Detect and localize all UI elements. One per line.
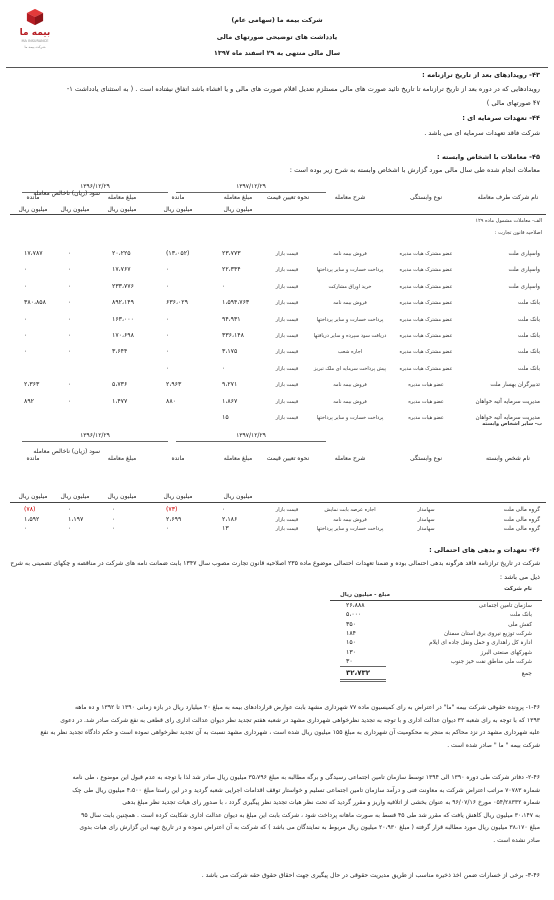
row-profit96: ۰ <box>68 332 72 339</box>
row-relation: عضو مشترک هیات مدیره <box>399 316 453 323</box>
row-amt96: ۰ <box>112 506 116 513</box>
row-profit96: ۱،۱۹۷ <box>68 515 84 523</box>
row-bal: ۰ <box>166 266 170 274</box>
row-bal: ۰ <box>166 315 170 323</box>
row-party: واسپاری ملت <box>508 251 540 257</box>
t2-unit-bal: میلیون ریال <box>163 493 193 500</box>
t2-year96-rule <box>22 441 168 442</box>
t2-unit-amt: میلیون ریال <box>223 493 253 500</box>
note43-line2: ۴۷ صورتهای مالی ) <box>486 99 540 107</box>
row-method: قیمت بازار <box>275 415 299 421</box>
row-amt: ۲،۱۸۶ <box>222 515 238 523</box>
row-method: قیمت بازار <box>275 283 299 290</box>
row-amt96: ۵،۷۳۶ <box>112 381 128 389</box>
row-bal96: ۰ <box>24 525 28 532</box>
row-bal96: ۰ <box>24 348 28 356</box>
row-party: بانک ملت <box>518 333 540 339</box>
row-party: مدیریت سرمایه آتیه خواهان <box>475 398 540 405</box>
row-bal: (۷۳) <box>166 506 178 513</box>
row-method: قیمت بازار <box>275 507 299 513</box>
t2-unit-bal96: میلیون ریال <box>18 493 48 500</box>
paragraph-line: شماره ۰۵۴/۲۸۳۳۲ مورخ ۹۶/۰۷/۱۶ به عنوان بخشی از اتلافیه واریز و مقرر گردید که تحت نظر هیات تجدید نظر پیگیری گردد ، با صدور رای هیات تجدید نظر مبلغ بدهی <box>122 799 540 807</box>
paragraph-line: ۱۳۹۳ که با توجه به رای شعبه ۳۲ دیوان عدالت اداری و با توجه به تجدید نظرخواهی شهرداری مشهد در شعبه هفتم تجدید نظر دیوان عدالت اداری رای قطعی به نفع شرکت صادر شد. در دعوی <box>60 716 540 724</box>
t2-h-amt96: مبلغ معامله <box>107 455 137 462</box>
row-amt96: ۲۰،۲۲۵ <box>112 250 131 257</box>
row-party: بانک ملت <box>518 349 540 356</box>
row-amt: ۰ <box>222 282 226 290</box>
guar-row-amt: ۵،۰۰۰ <box>346 611 362 619</box>
row-relation: عضو مشترک هیات مدیره <box>399 300 453 307</box>
guar-total-double1 <box>340 679 386 680</box>
note45-title: ۴۵- معاملات با اشخاص وابسته : <box>437 153 540 161</box>
row-amt: ۹۴،۹۳۱ <box>222 315 241 323</box>
row-method: قیمت بازار <box>275 316 299 323</box>
guar-row-amt: ۱۸۴ <box>346 629 356 637</box>
t2-h-party: نام شخص وابسته <box>486 455 530 462</box>
row-description: فروش بیمه نامه <box>333 398 367 405</box>
row-bal96: ۱۷،۷۸۷ <box>24 250 43 257</box>
row-party: بانک ملت <box>518 300 540 307</box>
row-description: اجاره عرصه بابت نمایش <box>324 507 376 513</box>
row-method: قیمت بازار <box>275 251 299 257</box>
guar-h-amt: مبلغ - میلیون ریال <box>340 592 391 598</box>
t2-header-rule <box>10 502 546 503</box>
guar-total: ۳۲،۷۳۲ <box>346 669 371 677</box>
row-bal: ۲،۶۹۹ <box>166 515 182 523</box>
row-method: قیمت بازار <box>275 526 299 532</box>
t1-unit-bal: میلیون ریال <box>163 206 193 213</box>
t2-unit-amt96: میلیون ریال <box>107 493 137 500</box>
row-profit96: ۰ <box>68 506 72 513</box>
guar-total-double2 <box>340 681 386 682</box>
paragraph-line: شماره ۷۰۷۸۳ مراتب اعتراض شرکت به معاونت فنی و درآمد سازمان تامین اجتماعی تسلیم و خواستار توقف اقدامات اجرایی شعبه گردید و در این راستا مبلغ ۴،۵۰۰ میلیون ریال طی چک <box>72 786 540 794</box>
row-party: گروه مالی ملت <box>503 507 540 513</box>
row-bal96: ۰ <box>24 266 28 274</box>
t2-h-profit: سود (زیان) ناخالص معامله <box>33 448 100 455</box>
t1-h-bal96: مانده <box>26 194 40 201</box>
paragraph-line: شرکت بیمه " ما " صادر شده است . <box>447 741 540 749</box>
guar-header-rule <box>330 600 542 601</box>
t1-h-party: نام شرکت طرف معامله <box>477 194 539 201</box>
t1-h-rel: نوع وابستگی <box>410 194 442 201</box>
guar-row-amt: ۱۳۰ <box>346 648 356 656</box>
paragraph-line: به ۳۰،۱۴۷ میلیون ریال کاهش یافت که مقرر شد طی ۴۵ قسط به صورت ماهانه پرداخت شود ، شرکت بابت این مبلغ به دیوان عدالت اداری شکایت کرده است . همچنین بابت سال ۹۵ <box>81 811 540 819</box>
row-bal: ۸۸۰ <box>166 397 176 405</box>
row-amt: ۲۳،۷۷۳ <box>222 250 241 257</box>
row-amt96: ۱۷،۷۶۷ <box>112 266 131 274</box>
row-relation: عضو هیات مدیره <box>408 398 444 405</box>
t2-h-method: نحوه تعیین قیمت <box>266 455 310 462</box>
row-description: پرداخت خسارت و سایر پرداختها <box>316 415 384 421</box>
note44-text: شرکت فاقد تعهدات سرمایه ای می باشد . <box>424 129 540 137</box>
row-method: قیمت بازار <box>275 382 299 389</box>
row-amt: ۲۲،۳۴۴ <box>222 266 241 274</box>
t2-h-amt: مبلغ معامله <box>223 455 253 462</box>
row-amt96: ۱۶۳،۰۰۰ <box>112 315 134 323</box>
guar-total-label: جمع <box>521 670 532 677</box>
header-title: یادداشت های توضیحی صورتهای مالی <box>216 33 338 41</box>
row-amt: ۹،۲۷۱ <box>222 381 238 389</box>
row-description: پیش پرداخت سرمایه ای ملک تبریز <box>313 365 387 372</box>
t2-h-bal96: مانده <box>26 455 40 462</box>
row-bal96: ۰ <box>24 282 28 290</box>
row-bal: ۰ <box>166 525 170 532</box>
note43-line1: رویدادهایی که در دوره بعد از تاریخ ترازنامه تا تاریخ تائید صورت های مالی مستلزم تعدیل اقلام صورت های مالی و یا افشاء باشد اتفاق نیفتاده است . ( به استثنای یادداشت ۱- <box>66 85 540 93</box>
row-bal: ۰ <box>166 332 170 339</box>
t1-h-method: نحوه تعیین قیمت <box>266 194 310 201</box>
row-amt96: ۱،۴۷۷ <box>112 397 128 405</box>
row-amt: ۱،۵۹۴،۷۶۳ <box>222 299 250 307</box>
row-relation: عضو مشترک هیات مدیره <box>399 251 453 257</box>
t1-unit-profit: میلیون ریال <box>60 206 90 213</box>
row-amt: ۳۳۶،۱۴۸ <box>222 332 244 339</box>
header-rule <box>6 67 548 68</box>
row-relation: عضو مشترک هیات مدیره <box>399 283 453 290</box>
row-party: بانک ملت <box>518 365 540 372</box>
row-party: گروه مالی ملت <box>503 516 540 523</box>
row-bal96: ۳۸۰،۸۵۸ <box>24 299 46 307</box>
row-relation: عضو هیات مدیره <box>408 382 444 389</box>
row-method: قیمت بازار <box>275 267 299 274</box>
guar-h-name: نام شرکت <box>504 586 532 592</box>
guar-row-name: شرکت توزیع نیروی برق استان سمنان <box>443 630 532 637</box>
t2-year96: ۱۳۹۶/۱۲/۲۹ <box>80 432 110 439</box>
guar-row-name: سازمان تامین اجتماعی <box>478 603 532 609</box>
note44-title: ۴۴- تعهدات سرمایه ای : <box>462 114 540 122</box>
row-amt96: ۸۹۲،۱۴۹ <box>112 299 134 307</box>
t1-h-amt: مبلغ معامله <box>223 194 253 201</box>
t1-section-b: ب- سایر اشخاص وابسته <box>482 421 542 427</box>
paragraph-line: ۱-۴۶- پرونده حقوقی شرکت بیمه "ما" در اعتراض به رای کمیسیون ماده ۷۷ شهرداری مشهد بابت عوارض قراردادهای بیمه به مبلغ ۲۰ میلیارد ریال در بازه زمانی ۱۳۹۰ تا ۱۳۹۲ و ده ماهه <box>74 704 540 711</box>
row-amt: ۱،۸۶۷ <box>222 397 238 405</box>
row-amt: ۱۵ <box>222 414 229 421</box>
paragraph-line: علیه شهرداری مشهد در نزد محاکم به منجر به محکومیت آن شهرداری به مبلغ ۱۵۵ میلیون ریال شده است ، شهرداری مشهد نسبت به آن تجدید نظرخواهی نموده است و حکم دادگاه تجدید نظر به نفع <box>40 729 540 737</box>
row-bal: ۰ <box>166 364 170 372</box>
t1-year97-rule <box>176 192 326 193</box>
row-relation: عضو مشترک هیات مدیره <box>399 267 453 274</box>
guar-row-amt: ۱۵۰ <box>346 639 356 647</box>
row-bal96: ۰ <box>24 332 28 339</box>
row-bal96: ۲،۳۶۳ <box>24 381 40 389</box>
header-period: سال مالی منتهی به ۲۹ اسفند ماه ۱۳۹۷ <box>213 49 341 57</box>
t1-header-rule <box>10 214 546 215</box>
note46-title: ۴۶- تعهدات و بدهی های احتمالی : <box>429 546 540 554</box>
row-profit96: ۰ <box>68 299 72 307</box>
row-amt: ۳،۱۷۵ <box>222 348 238 356</box>
row-amt: ۰ <box>222 506 226 513</box>
row-amt96: ۳،۶۴۴ <box>112 348 128 356</box>
t1-h-bal: مانده <box>171 194 185 201</box>
row-amt: ۱۳ <box>222 525 229 532</box>
note45-intro: معاملات انجام شده طی سال مالی مورد گزارش با اشخاص وابسته به شرح زیر بوده است : <box>289 166 540 174</box>
row-amt96: ۰ <box>112 525 116 532</box>
t1-year96: ۱۳۹۶/۱۲/۲۹ <box>80 183 110 190</box>
t2-h-bal: مانده <box>171 455 185 462</box>
row-profit96: ۰ <box>68 250 72 257</box>
row-description: فروش بیمه نامه <box>333 382 367 389</box>
t1-h-desc: شرح معامله <box>334 194 366 201</box>
logo-en-text: MA INSURANCE <box>21 39 49 43</box>
t1-section-a2: اصلاحیه قانون تجارت : <box>494 230 542 236</box>
t2-year97: ۱۳۹۷/۱۲/۲۹ <box>236 432 266 439</box>
row-bal: ۰ <box>166 282 170 290</box>
row-profit96: ۰ <box>68 525 72 532</box>
guar-row-name: شرکت ملی مناطق نفت خیز جنوب <box>450 658 532 665</box>
row-bal96: ۱،۵۹۲ <box>24 515 40 523</box>
row-method: قیمت بازار <box>275 300 299 307</box>
row-description: فروش بیمه نامه <box>333 300 367 307</box>
t1-section-a: الف- معاملات مشمول ماده ۱۲۹ <box>475 218 542 224</box>
row-bal: ۶۳۶،۰۲۹ <box>166 299 188 307</box>
t1-year97: ۱۳۹۷/۱۲/۲۹ <box>236 183 266 190</box>
row-bal96: ۸۹۲ <box>24 397 34 405</box>
guar-row-name: شهرکهای صنعتی البرز <box>480 649 532 656</box>
note43-title: ۴۳- رویدادهای بعد از تاریخ ترازنامه : <box>422 71 540 79</box>
row-bal: ۰ <box>166 348 170 356</box>
row-amt96: ۰ <box>112 515 116 523</box>
t2-h-rel: نوع وابستگی <box>410 455 442 462</box>
row-relation: سهامدار <box>417 526 435 532</box>
row-relation: سهامدار <box>417 516 435 523</box>
row-party: واسپاری ملت <box>508 267 540 274</box>
row-profit96: ۰ <box>68 397 72 405</box>
t1-h-profit: سود (زیان) ناخالص معامله <box>33 190 100 197</box>
guar-row-name: ادارہ کل راهداری و حمل ونقل جاده ای ایلام <box>429 640 532 647</box>
t1-unit-bal96: میلیون ریال <box>18 206 48 213</box>
header-company: شرکت بیمه ما (سهامی عام) <box>231 16 323 24</box>
row-party: بانک ملت <box>518 316 540 323</box>
row-method: قیمت بازار <box>275 333 299 339</box>
row-profit96: ۰ <box>68 266 72 274</box>
row-method: قیمت بازار <box>275 516 299 523</box>
row-description: خرید اوراق مشارکت <box>328 283 372 290</box>
row-amt96: ۲۳۳،۷۷۶ <box>112 282 134 290</box>
row-bal96: (۷۸) <box>24 506 36 513</box>
row-method: قیمت بازار <box>275 365 299 372</box>
guar-row-name: بانک ملت <box>510 612 532 619</box>
row-method: قیمت بازار <box>275 349 299 356</box>
paragraph-line: مبلغ ۳۸،۱۷۰ میلیون ریال مورد مطالبه قرار گرفته ( مبلغ ۲۰،۹۳۰ میلیون ریال مربوط به نمایندگان می باشد ) که شرکت به آن اعتراض نموده و در تاریخ تهیه این گزارش رای هیات بدوی <box>79 824 540 832</box>
row-relation: عضو مشترک هیات مدیره <box>399 349 453 356</box>
t1-unit-amt96: میلیون ریال <box>107 206 137 213</box>
t2-h-desc: شرح معامله <box>334 455 366 462</box>
row-bal96: ۰ <box>24 315 28 323</box>
t2-year97-rule <box>176 441 326 442</box>
row-relation: سهامدار <box>417 507 435 513</box>
row-description: فروش بیمه نامه <box>333 516 367 523</box>
row-bal: (۱۳،۰۵۲) <box>166 250 190 257</box>
row-description: اجاره شعب <box>337 349 363 356</box>
row-relation: عضو مشترک هیات مدیره <box>399 333 453 339</box>
row-amt: ۰ <box>222 364 226 372</box>
guar-row-amt: ۳۰ <box>346 657 353 665</box>
logo-tagline: شرکت بیمه ما <box>24 45 46 49</box>
row-party: واسپاری ملت <box>508 283 540 290</box>
t1-unit-amt: میلیون ریال <box>223 206 253 213</box>
row-profit96: ۰ <box>68 315 72 323</box>
row-bal: ۲،۹۶۳ <box>166 381 182 389</box>
t2-unit-profit: میلیون ریال <box>60 493 90 500</box>
row-party: گروه مالی ملت <box>503 526 540 532</box>
paragraph-line: صادر نشده است . <box>493 837 540 844</box>
row-profit96: ۰ <box>68 348 72 356</box>
note46-line1: شرکت در تاریخ ترازنامه فاقد هرگونه بدهی احتمالی بوده و ضمنا تعهدات احتمالی موضوع ماده ۲۳۵ اصلاحیه قانون تجارت مصوب سال ۱۳۴۷ بابت ضمانت نامه های شرکت در مناقصه و چکهای تضمینی به شرح <box>10 560 540 567</box>
paragraph-line: ۲-۴۶- دفاتر شرکت طی دوره ۱۳۹۰ الی ۱۳۹۴ توسط سازمان تامین اجتماعی رسیدگی و برگه مطالبه به مبلغ ۳۵،۷۹۶ میلیون ریال صادر شد لذا با توجه به عدم قبول این موضوع ، طی نامه <box>72 774 540 781</box>
row-description: پرداخت خسارت و سایر پرداختها <box>316 316 384 323</box>
row-profit96: ۰ <box>68 381 72 389</box>
row-amt96: ۱۷۰،۶۹۸ <box>112 332 134 339</box>
row-description: دریافت سود سپرده و سایر دریافتها <box>313 333 387 339</box>
logo-brand-text: بیمه ما <box>19 28 51 38</box>
row-description: پرداخت خسارت و سایر پرداختها <box>316 267 384 274</box>
row-profit96: ۰ <box>68 282 72 290</box>
guar-row-amt: ۲۶،۸۸۸ <box>346 602 365 609</box>
row-description: پرداخت خسارت و سایر پرداختها <box>316 526 384 532</box>
row-party: تدبیرگران بهسار ملت <box>490 382 540 389</box>
guar-row-name: کفش ملی <box>508 621 532 628</box>
guar-row-amt: ۳۵۰ <box>346 620 356 628</box>
note46-3-text: ۳-۴۶- برخی از خسارات ضمن اخذ ذخیره مناسب از طریق مدیریت حقوقی در حال پیگیری جهت احقاق حقوق حقه شرکت می باشد . <box>201 872 540 879</box>
note46-line2: ذیل می باشد : <box>499 573 540 581</box>
t1-h-amt96: مبلغ معامله <box>107 194 137 201</box>
guar-total-rule <box>340 666 386 667</box>
row-party: مدیریت سرمایه آتیه خواهان <box>475 415 540 421</box>
row-description: فروش بیمه نامه <box>333 251 367 257</box>
row-relation: عضو مشترک هیات مدیره <box>399 365 453 372</box>
row-relation: عضو هیات مدیره <box>408 415 444 421</box>
row-method: قیمت بازار <box>275 398 299 405</box>
